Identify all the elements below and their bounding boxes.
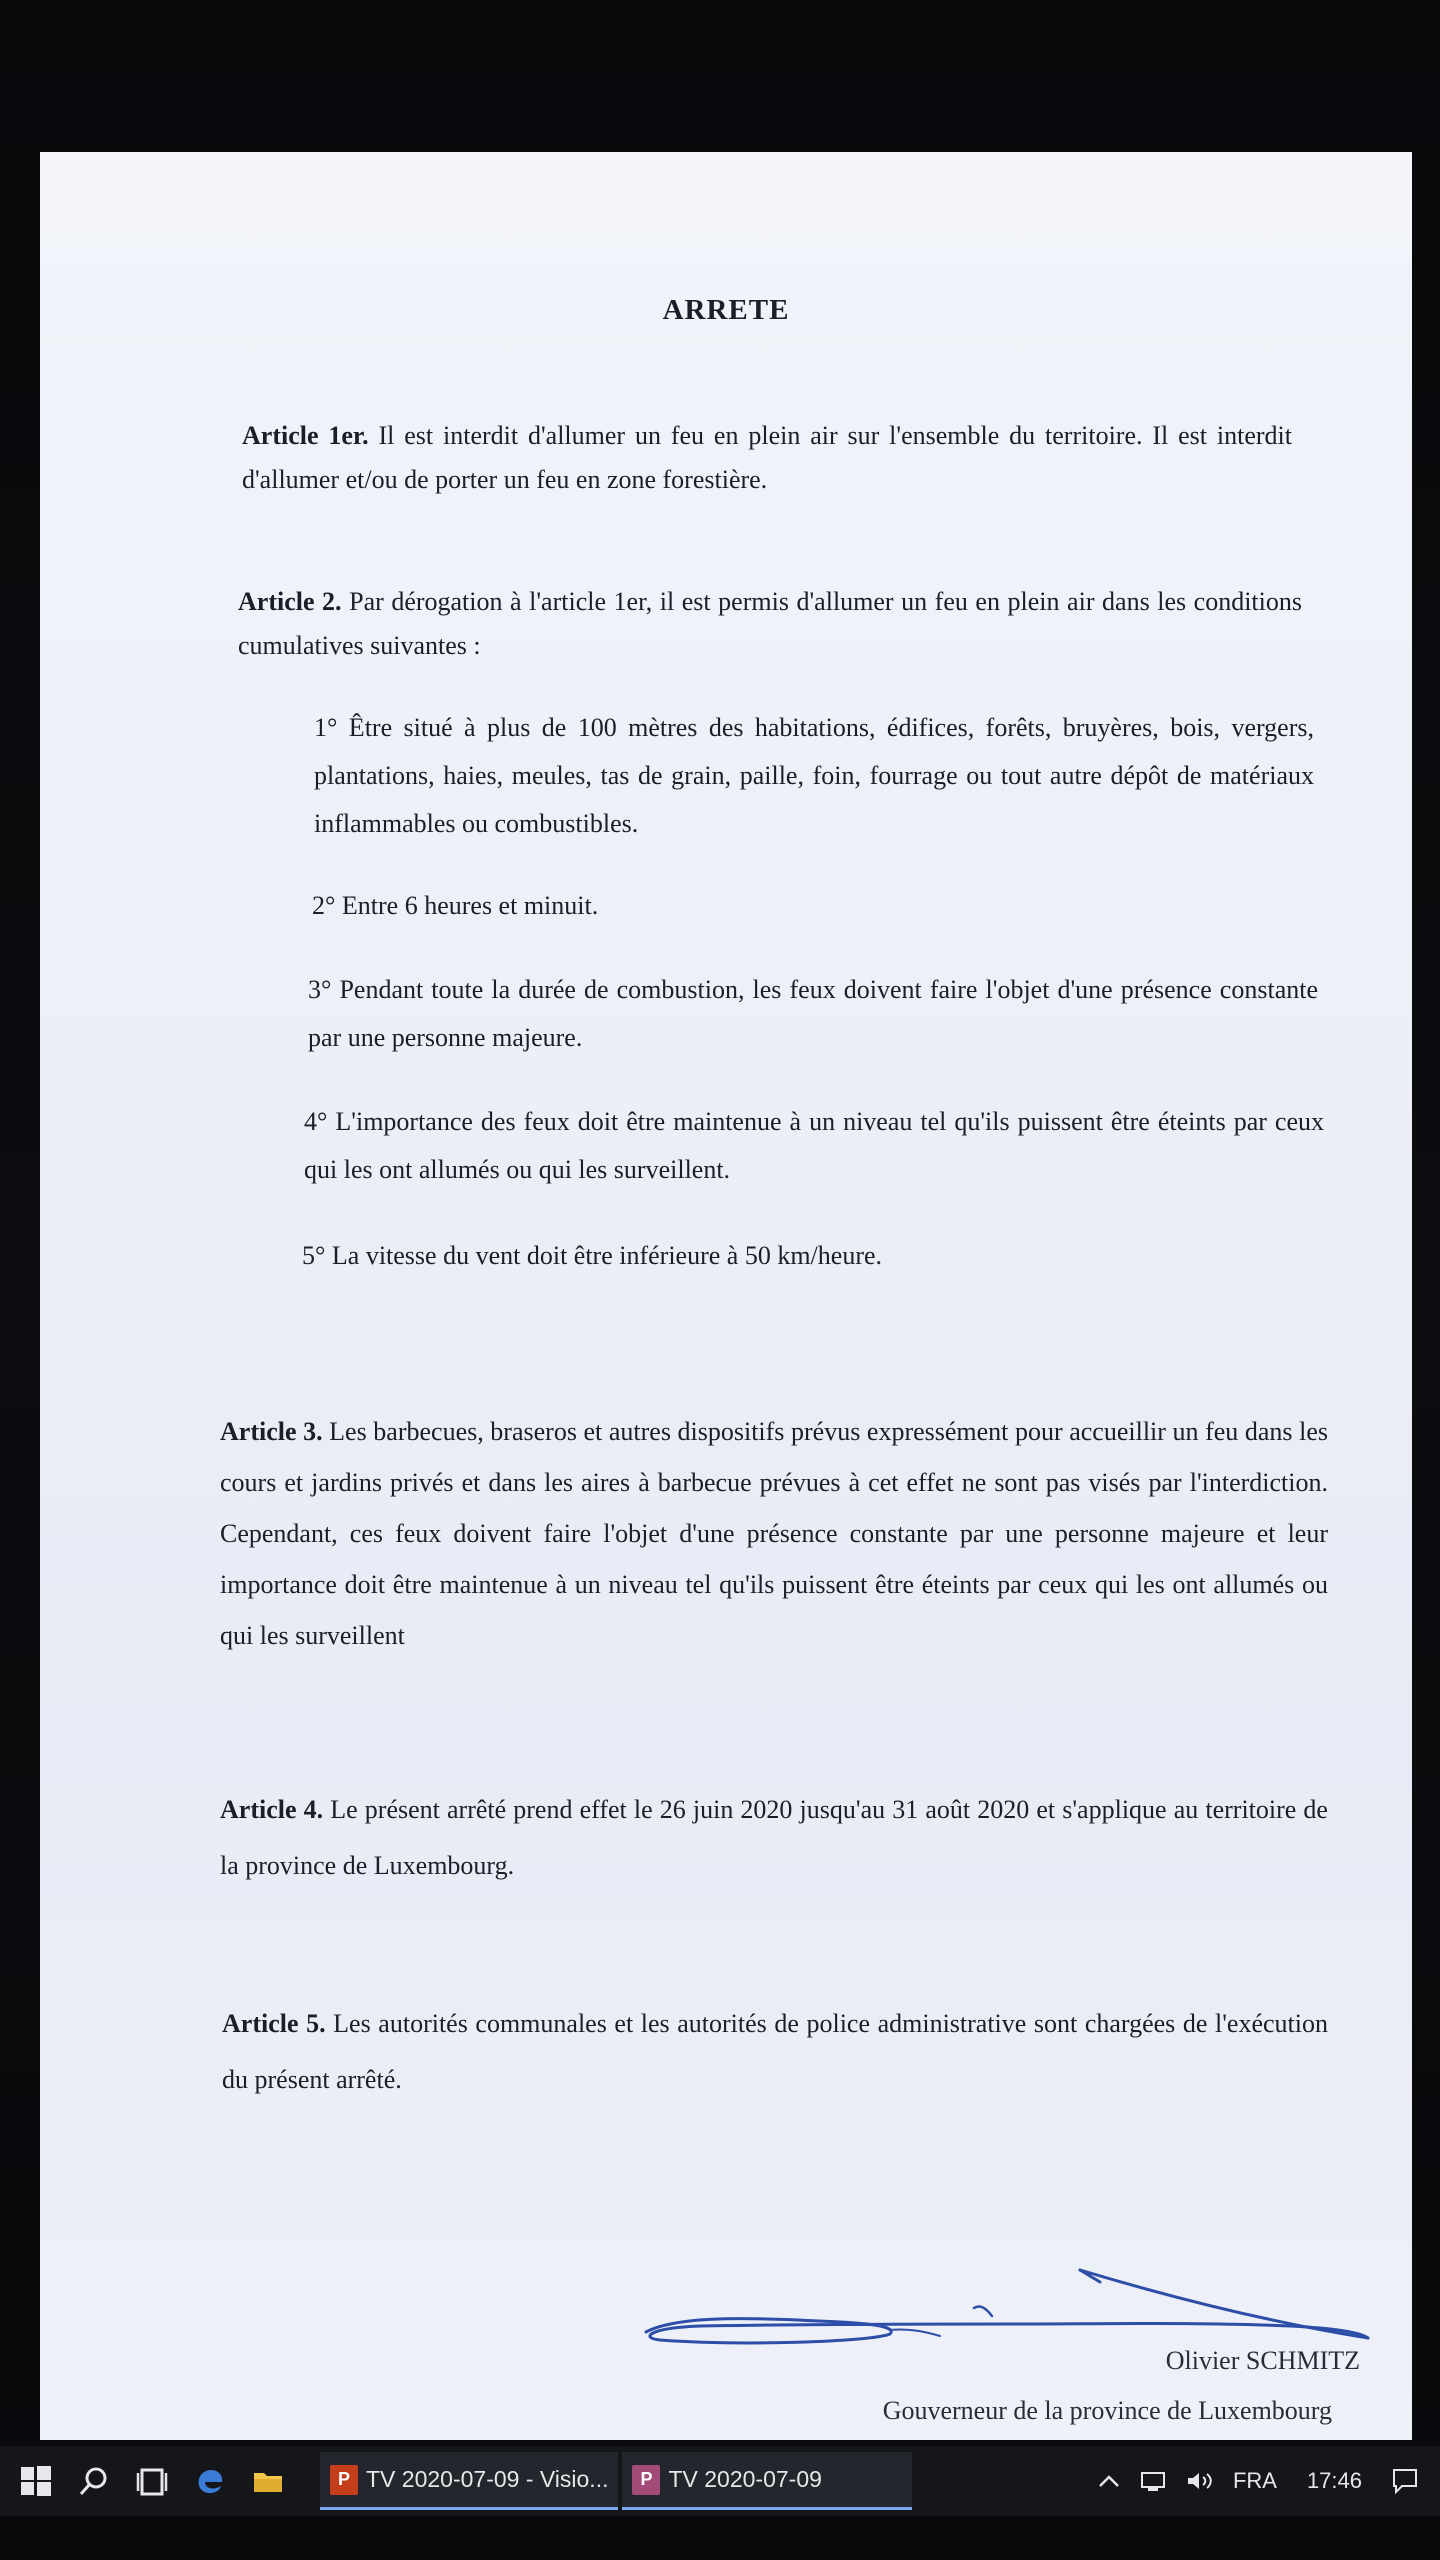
windows-start-icon[interactable] — [14, 2459, 58, 2503]
publisher-icon: P — [632, 2465, 660, 2495]
article-3 — [220, 1406, 1328, 1661]
search-icon[interactable] — [72, 2459, 116, 2503]
task-view-icon[interactable] — [130, 2459, 174, 2503]
notifications-icon[interactable] — [1390, 2466, 1420, 2496]
condition-5: 5° La vitesse du vent doit être inférieure à 50 km/heure. — [302, 1241, 883, 1270]
article-4-text: Le présent arrêté prend effet le 26 juin 2020 jusqu'au 31 août 2020 et s'applique au territoire de la province de Luxembourg. — [220, 1795, 1328, 1880]
condition-4: 4° L'importance des feux doit être maintenue à un niveau tel qu'ils puissent être éteints par ceux qui les ont allumés ou qui les surveillent. — [304, 1107, 1324, 1184]
windows-taskbar — [0, 2446, 1440, 2516]
article-2-text: Par dérogation à l'article 1er, il est permis d'allumer un feu en plein air dans les conditions cumulatives suivantes : — [238, 587, 1302, 660]
signer-title: Gouverneur de la province de Luxembourg — [882, 2396, 1332, 2425]
volume-icon[interactable] — [1185, 2469, 1215, 2493]
article-5-label: Article 5. — [222, 2009, 326, 2038]
article-4-label: Article 4. — [220, 1795, 324, 1824]
taskbar-app-document-label: TV 2020-07-09 — [668, 2466, 822, 2492]
language-indicator[interactable]: FRA — [1232, 2468, 1277, 2493]
article-5-text: Les autorités communales et les autorités de police administrative sont chargées de l'exécution du présent arrêté. — [222, 2009, 1328, 2094]
article-5 — [222, 1996, 1328, 2108]
taskbar-app-visio[interactable] — [320, 2452, 618, 2510]
taskbar-app-visio-label: TV 2020-07-09 - Visio... — [366, 2466, 609, 2492]
edge-icon[interactable] — [188, 2459, 232, 2503]
article-1 — [242, 414, 1292, 502]
condition-1: 1° Être situé à plus de 100 mètres des habitations, édifices, forêts, bruyères, bois, vergers, plantations, haies, meules, tas de grain, paille, foin, fourrage ou tout autre dépôt de matériaux inflammables ou combustibles. — [314, 713, 1314, 838]
chevron-up-icon[interactable] — [1097, 2472, 1121, 2490]
condition-3: 3° Pendant toute la durée de combustion, les feux doivent faire l'objet d'une présence constante par une personne majeure. — [308, 975, 1318, 1052]
article-3-text: Les barbecues, braseros et autres dispositifs prévus expressément pour accueillir un feu dans les cours et jardins privés et dans les aires à barbecue prévues à cet effet ne sont pas visés par l'interdiction. Cependant, ces feux doivent faire l'objet d'une présence constante par une personne majeure et leur importance doit être maintenue à un niveau tel qu'ils puissent être éteints par ceux qui les ont allumés ou qui les surveillent — [220, 1417, 1328, 1650]
article-1-text: Il est interdit d'allumer un feu en plein air sur l'ensemble du territoire. Il est interdit d'allumer et/ou de porter un feu en zone forestière. — [242, 421, 1292, 494]
clock[interactable]: 17:46 — [1306, 2468, 1362, 2493]
article-2 — [238, 580, 1302, 668]
document-title: ARRETE — [662, 294, 790, 326]
article-4 — [220, 1782, 1328, 1894]
article-3-label: Article 3. — [220, 1417, 323, 1446]
network-icon[interactable] — [1139, 2469, 1167, 2493]
document-page — [40, 152, 1412, 2440]
powerpoint-icon: P — [330, 2465, 358, 2495]
article-1-label: Article 1er. — [242, 421, 369, 450]
taskbar-app-document[interactable] — [622, 2452, 911, 2510]
file-explorer-icon[interactable] — [246, 2459, 290, 2503]
condition-2: 2° Entre 6 heures et minuit. — [312, 891, 599, 920]
article-2-label: Article 2. — [238, 587, 342, 616]
signer-name: Olivier SCHMITZ — [1165, 2346, 1360, 2375]
system-tray — [1079, 2446, 1420, 2516]
